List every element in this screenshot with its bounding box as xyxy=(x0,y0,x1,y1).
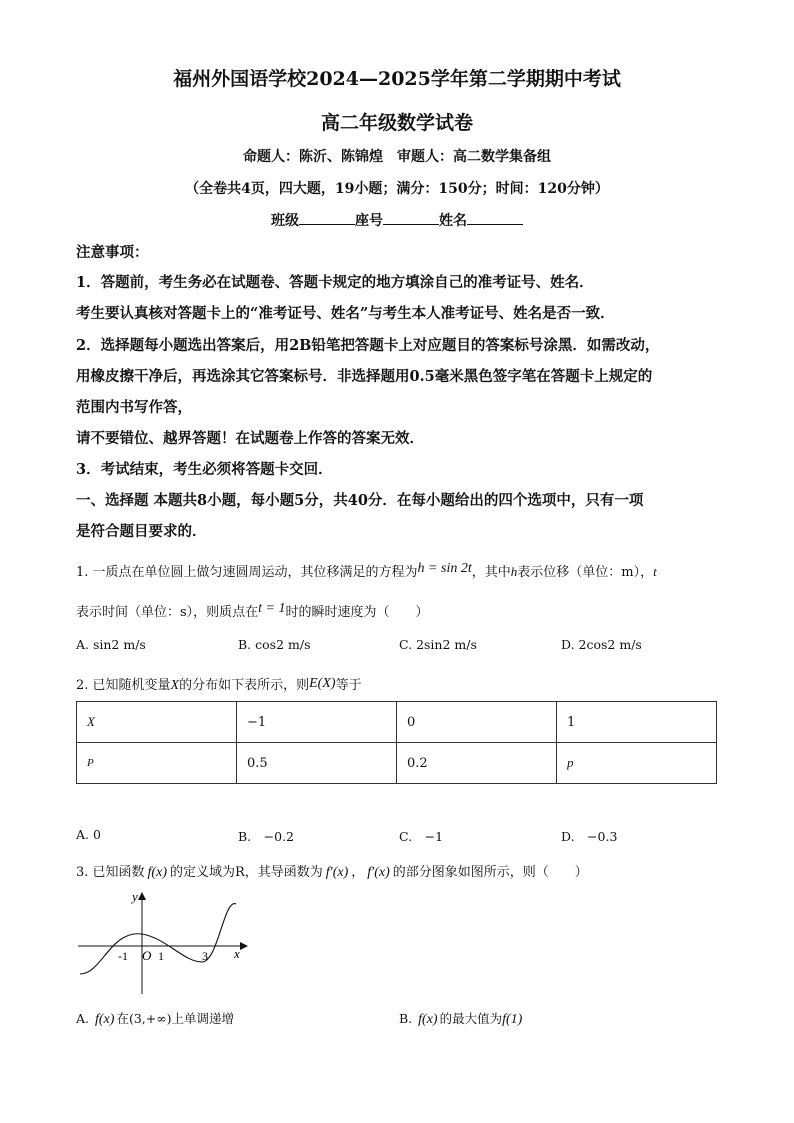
table-cell: p xyxy=(557,743,717,784)
student-info-line xyxy=(0,210,794,230)
formula-t: t = 1 xyxy=(258,601,286,616)
exam-info: （全卷共4页，四大题，19小题；满分：150分；时间：120分钟） xyxy=(185,181,609,197)
q1-option-d[interactable]: D. 2cos2 m/s xyxy=(561,637,642,652)
q1-option-c[interactable]: C. 2sin2 m/s xyxy=(399,637,477,652)
notes-line: 2．选择题每小题选出答案后，用2B铅笔把答题卡上对应题目的答案标号涂黑．如需改动， xyxy=(76,337,660,354)
y-axis-label: y xyxy=(132,890,138,904)
tick-label: 3 xyxy=(202,949,208,963)
table-cell: 0.2 xyxy=(397,743,557,784)
table-cell: −1 xyxy=(237,702,397,743)
x-axis-arrow-icon xyxy=(240,942,248,950)
table-row xyxy=(77,702,717,743)
table-cell: 1 xyxy=(557,702,717,743)
q1-option-b[interactable]: B. cos2 m/s xyxy=(238,637,311,652)
y-axis-arrow-icon xyxy=(138,892,146,900)
notes-line: 3．考试结束，考生必须将答题卡交回． xyxy=(76,461,333,478)
exam-title: 福州外国语学校2024—2025学年第二学期期中考试 xyxy=(173,68,621,90)
q1-option-a[interactable]: A. sin2 m/s xyxy=(76,637,146,652)
table-cell: 0.5 xyxy=(237,743,397,784)
seat-label: 座号 xyxy=(355,213,383,229)
section-heading: 一、选择题 本题共8小题，每小题5分，共40分．在每小题给出的四个选项中，只有一项 xyxy=(76,492,644,509)
distribution-table xyxy=(76,701,717,784)
table-cell: 0 xyxy=(397,702,557,743)
notes-line: 1．答题前，考生务必在试题卷、答题卡规定的地方填涂自己的准考证号、姓名． xyxy=(76,274,594,291)
q2-option-c[interactable]: C. −1 xyxy=(399,829,444,844)
notes-heading: 注意事项： xyxy=(76,244,149,261)
seat-blank[interactable] xyxy=(383,212,439,225)
class-blank[interactable] xyxy=(299,212,355,225)
table-row xyxy=(77,743,717,784)
origin-label: O xyxy=(142,948,152,963)
tick-label: 1 xyxy=(158,949,164,963)
question-1-line1: 1. 一质点在单位圆上做匀速圆周运动，其位移满足的方程为h = sin 2t，其中h表示位移（单位：m），t xyxy=(76,561,657,580)
q2-option-a[interactable]: A. 0 xyxy=(76,827,101,842)
q3-option-b[interactable]: B. f(x) 的最大值为f(1) xyxy=(399,1011,523,1027)
class-label: 班级 xyxy=(271,213,299,229)
exam-authors: 命题人：陈沂、陈锦煌 审题人：高二数学集备组 xyxy=(243,149,551,165)
table-cell: X xyxy=(77,702,237,743)
tick-label: -1 xyxy=(118,949,128,963)
q2-option-d[interactable]: D. −0.3 xyxy=(561,829,618,844)
q2-option-b[interactable]: B. −0.2 xyxy=(238,829,295,844)
exam-subtitle: 高二年级数学试卷 xyxy=(320,112,473,134)
notes-line: 范围内书写作答， xyxy=(76,399,192,416)
name-label: 姓名 xyxy=(439,213,467,229)
notes-line: 考生要认真核对答题卡上的“准考证号、姓名”与考生本人准考证号、姓名是否一致． xyxy=(76,305,615,322)
question-1-line2: 表示时间（单位：s），则质点在t = 1时的瞬时速度为（ ） xyxy=(76,601,429,620)
question-3-text: 3. 已知函数 f(x) 的定义域为R，其导函数为 f′(x) ， f′(x) 的部分图象如图所示，则（ ） xyxy=(76,865,588,880)
table-cell: P xyxy=(77,743,237,784)
derivative-graph xyxy=(74,890,254,1000)
x-axis-label: x xyxy=(234,946,240,961)
notes-line: 用橡皮擦干净后，再选涂其它答案标号．非选择题用0.5毫米黑色签字笔在答题卡上规定的 xyxy=(76,368,653,385)
q3-option-a[interactable]: A. f(x) 在(3,+∞)上单调递增 xyxy=(76,1011,235,1027)
name-blank[interactable] xyxy=(467,212,523,225)
notes-line: 请不要错位、越界答题！在试题卷上作答的答案无效． xyxy=(76,430,424,447)
derivative-curve xyxy=(80,904,236,974)
formula-h: h = sin 2t xyxy=(417,561,472,576)
section-heading-cont: 是符合题目要求的． xyxy=(76,523,207,540)
question-2-text: 2. 已知随机变量X的分布如下表所示，则E(X)等于 xyxy=(76,676,362,693)
